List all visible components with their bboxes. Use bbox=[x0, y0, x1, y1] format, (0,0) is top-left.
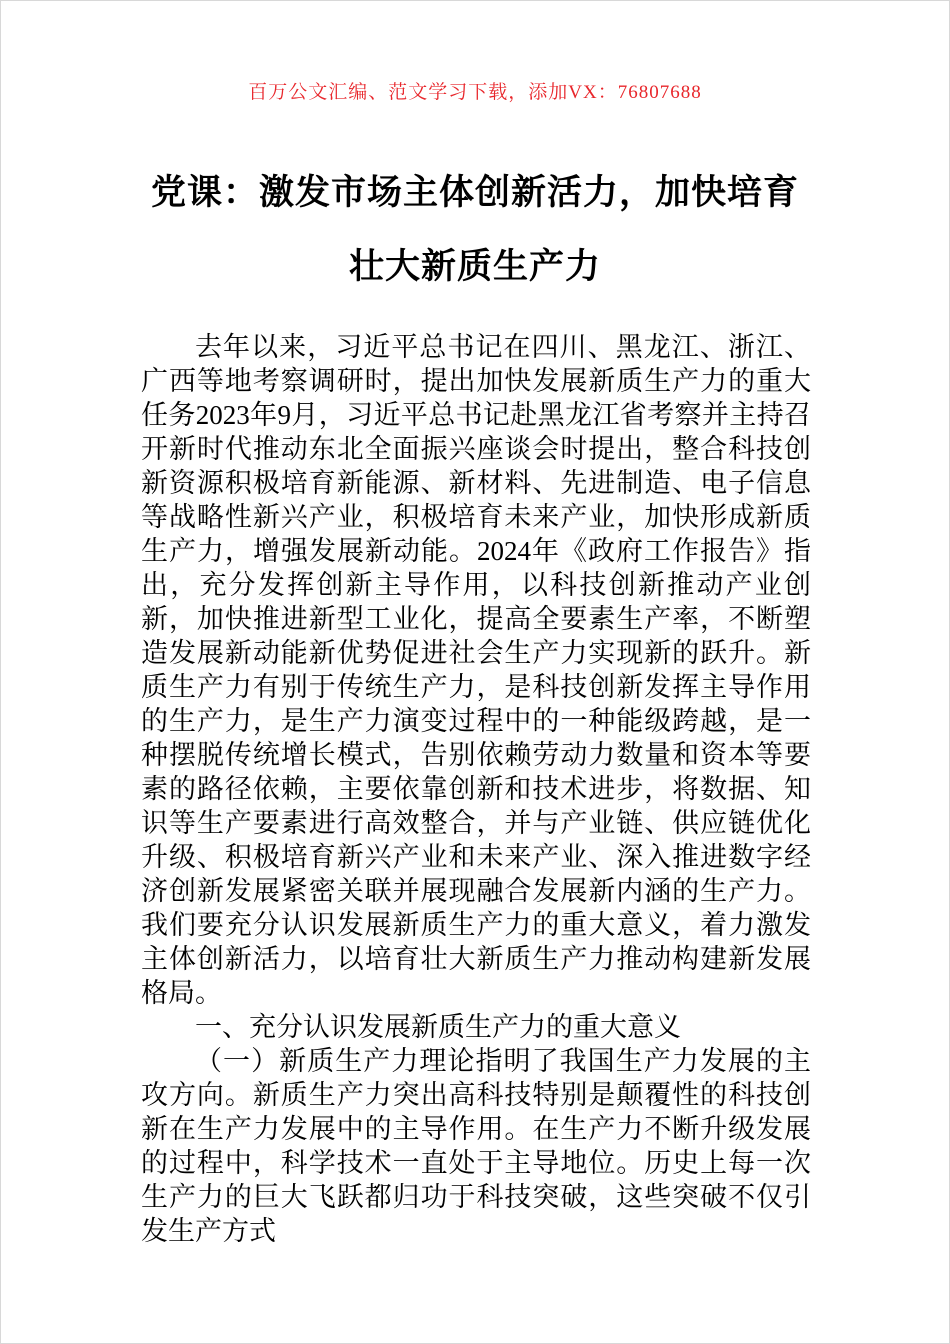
paragraph-intro: 去年以来，习近平总书记在四川、黑龙江、浙江、广西等地考察调研时，提出加快发展新质生产力的重大任务2023年9月，习近平总书记赴黑龙江省考察并主持召开新时代推动东北全面振兴座谈会时提出，整合科技创新资源积极培育新能源、新材料、先进制造、电子信息等战略性新兴产业，积极培育未来产业，加快形成新质生产力，增强发展新动能。2024年《政府工作报告》指出，充分发挥创新主导作用，以科技创新推动产业创新，加快推进新型工业化，提高全要素生产率，不断塑造发展新动能新优势促进社会生产力实现新的跃升。新质生产力有别于传统生产力，是科技创新发挥主导作用的生产力，是生产力演变过程中的一种能级跨越，是一种摆脱传统增长模式，告别依赖劳动力数量和资本等要素的路径依赖，主要依靠创新和技术进步，将数据、知识等生产要素进行高效整合，并与产业链、供应链优化升级、积极培育新兴产业和未来产业、深入推进数字经济创新发展紧密关联并展现融合发展新内涵的生产力。我们要充分认识发展新质生产力的重大意义，着力激发主体创新活力，以培育壮大新质生产力推动构建新发展格局。 bbox=[141, 332, 811, 1008]
section-heading-1: 一、充分认识发展新质生产力的重大意义 bbox=[195, 1012, 681, 1042]
document-title bbox=[81, 156, 869, 304]
title-line-2: 壮大新质生产力 bbox=[348, 247, 601, 286]
paragraph-section-1-1: （一）新质生产力理论指明了我国生产力发展的主攻方向。新质生产力突出高科技特别是颠覆性的科技创新在生产力发展中的主导作用。在生产力不断升级发展的过程中，科学技术一直处于主导地位。历史上每一次生产力的巨大飞跃都归功于科技突破，这些突破不仅引发生产方式 bbox=[141, 1046, 811, 1246]
header-notice: 百万公文汇编、范文学习下载，添加VX：76807688 bbox=[248, 82, 702, 103]
title-line-1: 党课：激发市场主体创新活力，加快培育 bbox=[150, 173, 799, 212]
document-body bbox=[1, 330, 949, 1248]
